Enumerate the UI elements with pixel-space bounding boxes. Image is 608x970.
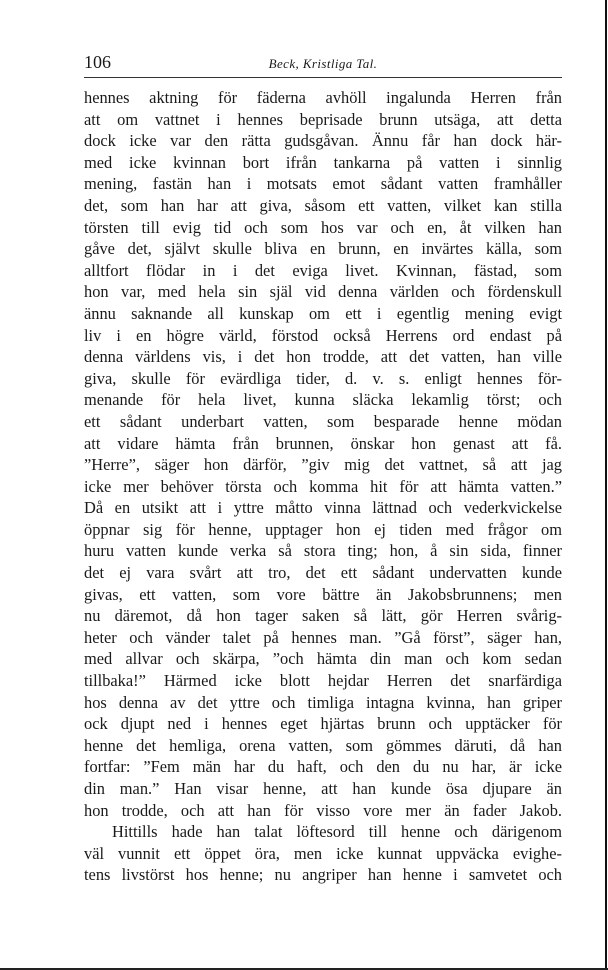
text-line: givas, ett vatten, som vore bättre än Jakobsbrunnens; men <box>84 584 562 604</box>
text-line: alltfort flödar in i det eviga livet. Kvinnan, fästad, som <box>84 260 562 280</box>
text-line: väl vunnit ett öppet öra, men icke kunnat uppväcka evighe- <box>84 843 562 863</box>
text-line: Då en utsikt att i yttre måtto vinna lättnad och vederkvickelse <box>84 498 562 518</box>
text-line: hon var, med hela sin själ vid denna världen och fördenskull <box>84 282 562 302</box>
text-line: ännu saknande all kunskap om ett i egentlig mening evigt <box>84 303 562 323</box>
text-line: Hittills hade han talat löftesord till henne och därigenom <box>112 822 562 842</box>
text-line: det, som han har att giva, såsom ett vatten, vilket kan stilla <box>84 195 562 215</box>
text-line: med allvar och skärpa, ”och hämta din man och kom sedan <box>84 649 562 669</box>
text-line: öppnar sig för henne, upptager hon ej tiden med frågor om <box>84 519 562 539</box>
text-line: tillbaka!” Härmed icke blott hejdar Herren det snarfärdiga <box>84 671 562 691</box>
text-line: tens livstörst hos henne; nu angriper han henne i samvetet och <box>84 865 562 885</box>
text-line: törsten till evig tid och som hos var och en, åt vilken han <box>84 217 562 237</box>
text-line: henne det hemliga, orena vatten, som gömmes däruti, då han <box>84 735 562 755</box>
text-line: heter och vänder talet på hennes man. ”Gå först”, säger han, <box>84 627 562 647</box>
text-line: menande för hela livet, kunna släcka lekamlig törst; och <box>84 390 562 410</box>
text-line: att vidare hämta från brunnen, önskar hon genast att få. <box>84 433 562 453</box>
text-line: ett sådant underbart vatten, som besparade henne mödan <box>84 411 562 431</box>
text-line: gåve det, självt skulle bliva en brunn, en invärtes källa, som <box>84 239 562 259</box>
text-line: giva, skulle för evärdliga tider, d. v. s. enligt hennes för- <box>84 368 562 388</box>
page-header <box>84 52 562 76</box>
text-line: ”Herre”, säger hon därför, ”giv mig det vattnet, så att jag <box>84 455 562 475</box>
body-text <box>84 87 562 886</box>
text-line: liv i en högre värld, förstod också Herrens ord endast på <box>84 325 562 345</box>
text-line: huru vatten kunde verka så stora ting; hon, å sin sida, finner <box>84 541 562 561</box>
running-title: Beck, Kristliga Tal. <box>268 56 378 71</box>
text-line: fortfar: ”Fem män har du haft, och den du nu har, är icke <box>84 757 562 777</box>
text-line: hennes aktning för fäderna avhöll ingalunda Herren från <box>84 88 562 107</box>
text-line: dock icke var den rätta gudsgåvan. Ännu får han dock här- <box>84 131 562 151</box>
text-line: din man.” Han visar henne, att han kunde ösa djupare än <box>84 779 562 798</box>
page-number: 106 <box>84 52 111 72</box>
text-line: det ej vara svårt att tro, det ett sådant undervatten kunde <box>84 563 562 583</box>
text-line: med icke kvinnan bort ifrån tankarna på vatten i sinnlig <box>84 152 562 172</box>
header-rule <box>84 77 562 78</box>
text-line: ock djupt ned i hennes eget hjärtas brunn och upptäcker för <box>84 714 562 734</box>
text-line: att om vattnet i hennes beprisade brunn utsäga, att detta <box>84 109 562 129</box>
text-line: mening, fastän han i motsats emot sådant vatten framhåller <box>84 174 562 194</box>
text-line: hon trodde, och att han för visso vore mer än fader Jakob. <box>84 800 562 820</box>
text-line: icke mer behöver törsta och komma hit för att hämta vatten.” <box>84 476 562 496</box>
text-line: nu däremot, då hon tager saken så lätt, gör Herren svårig- <box>84 606 562 626</box>
text-line: hos denna av det yttre och timliga intagna kvinna, han griper <box>84 692 562 712</box>
text-line: denna världens vis, i det hon trodde, att det vatten, han ville <box>84 347 562 367</box>
page-edge-line <box>605 0 607 970</box>
